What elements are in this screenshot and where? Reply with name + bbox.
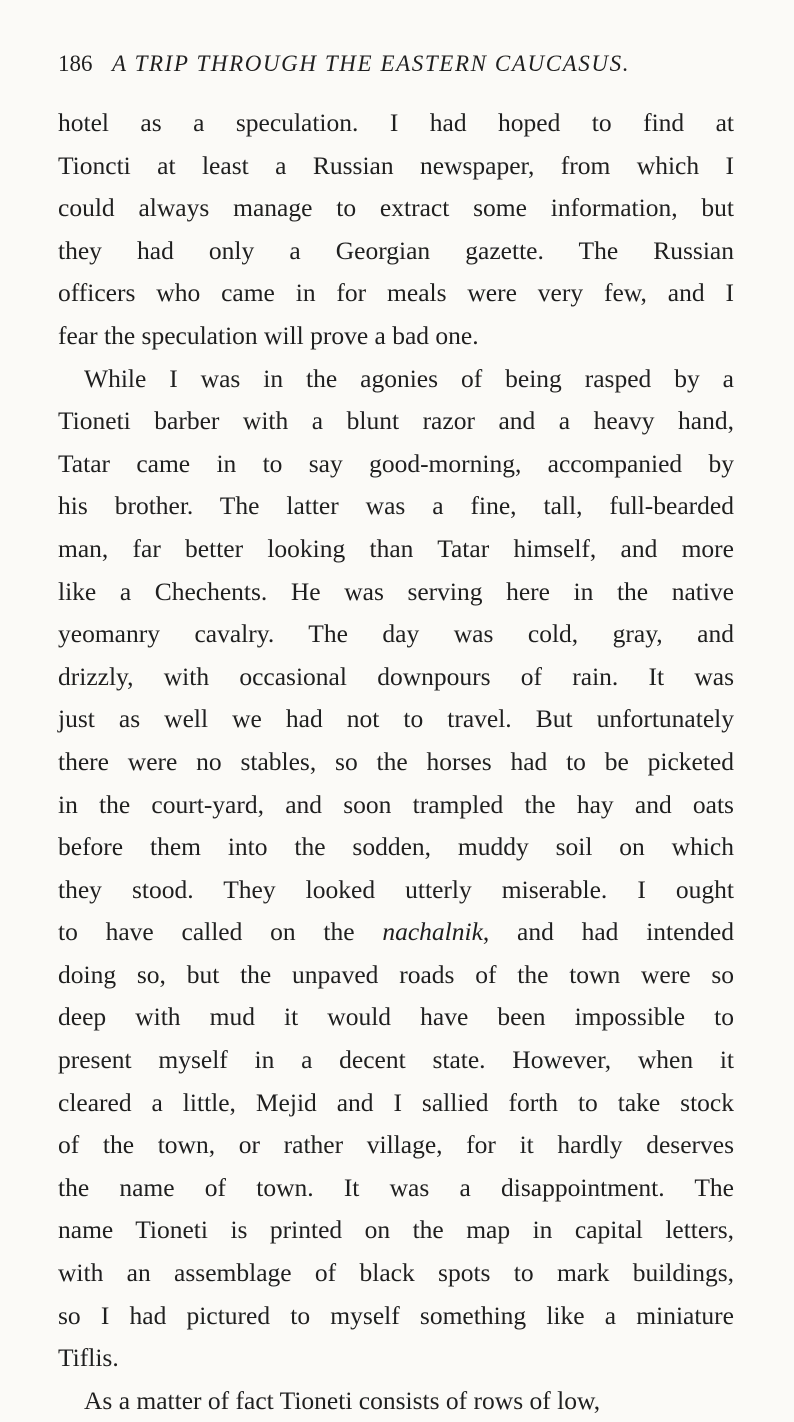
body-text <box>58 102 734 1422</box>
text-line: deep with mud it would have been impossible to <box>58 1002 734 1032</box>
text-line: Tioncti at least a Russian newspaper, from which I <box>58 150 734 180</box>
text-line: of the town, or rather village, for it hardly deserves <box>58 1130 734 1160</box>
text-line: Tioneti barber with a blunt razor and a heavy hand, <box>58 406 734 436</box>
text-line-before-emphasis: to have called on the <box>58 917 383 947</box>
text-line: so I had pictured to myself something like a miniature <box>58 1300 734 1330</box>
page-number: 186 <box>58 51 93 76</box>
text-line-after-emphasis: , and had intended <box>482 917 734 947</box>
paragraph-end-line: Tiflis. <box>58 1343 119 1373</box>
text-line: the name of town. It was a disappointment. The <box>58 1172 734 1202</box>
text-line: officers who came in for meals were very few, and I <box>58 278 734 308</box>
text-line: his brother. The latter was a fine, tall, full-bearded <box>58 491 734 521</box>
emphasized-word-nachalnik: nachalnik <box>382 917 483 947</box>
text-line: drizzly, with occasional downpours of rain. It was <box>58 661 734 691</box>
text-line: name Tioneti is printed on the map in capital letters, <box>58 1215 734 1245</box>
paragraph-start-line: While I was in the agonies of being rasped by a <box>84 363 734 393</box>
text-line: man, far better looking than Tatar himself, and more <box>58 533 734 563</box>
text-line: before them into the sodden, muddy soil on which <box>58 832 734 862</box>
running-title: A TRIP THROUGH THE EASTERN CAUCASUS. <box>112 51 631 76</box>
text-line: just as well we had not to travel. But unfortunately <box>58 704 734 734</box>
text-line: hotel as a speculation. I had hoped to find at <box>58 108 734 137</box>
text-line: in the court-yard, and soon trampled the hay and oats <box>58 789 734 819</box>
text-line: they had only a Georgian gazette. The Russian <box>58 235 734 265</box>
text-line: present myself in a decent state. However, when it <box>58 1045 734 1075</box>
text-line: with an assemblage of black spots to mark buildings, <box>58 1258 734 1288</box>
text-line: could always manage to extract some information, but <box>58 193 734 223</box>
text-line: yeomanry cavalry. The day was cold, gray, and <box>58 619 734 649</box>
text-line-with-emphasis <box>58 911 734 954</box>
text-line: doing so, but the unpaved roads of the town were so <box>58 959 734 989</box>
text-line: they stood. They looked utterly miserable. I ought <box>58 874 734 904</box>
paragraph-end-line: fear the speculation will prove a bad one. <box>58 320 479 350</box>
paragraph-start-line: As a matter of fact Tioneti consists of rows of low, <box>84 1385 601 1415</box>
text-line: Tatar came in to say good-morning, accompanied by <box>58 448 734 478</box>
text-line: cleared a little, Mejid and I sallied forth to take stock <box>58 1087 734 1117</box>
text-line: there were no stables, so the horses had to be picketed <box>58 746 734 776</box>
running-head <box>58 44 738 84</box>
text-line: like a Chechents. He was serving here in the native <box>58 576 734 606</box>
